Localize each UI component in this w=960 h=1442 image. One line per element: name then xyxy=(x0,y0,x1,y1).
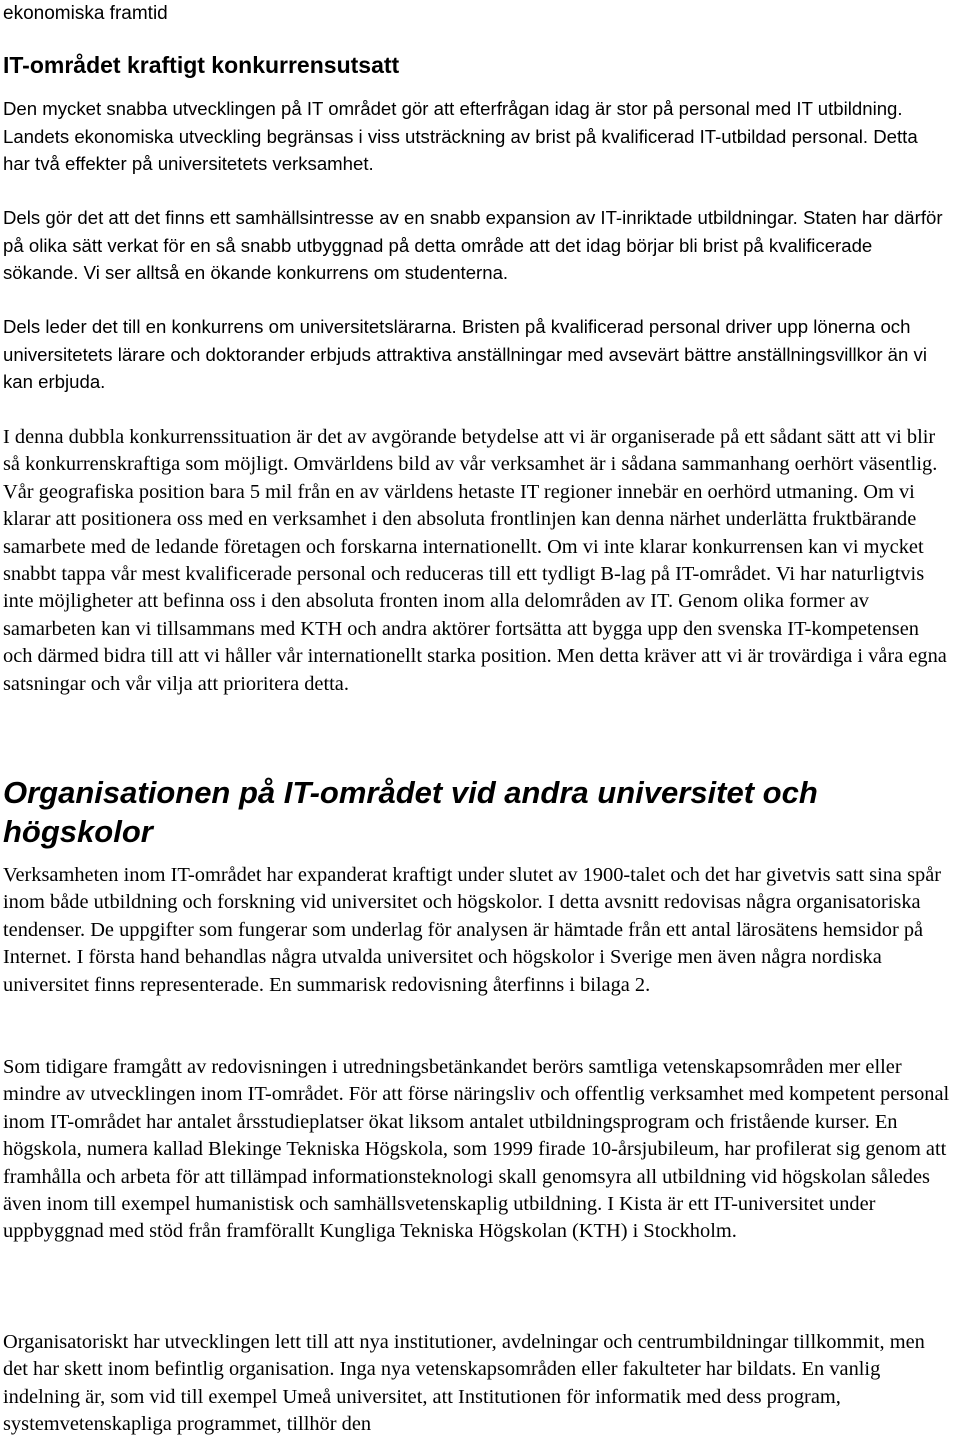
paragraph: I denna dubbla konkurrenssituation är det av avgörande betydelse att vi är organiserade på ett sådant sätt att vi blir så konkurrenskraftiga som möjligt. Omvärldens bild av vår verksamhet är i sådana sammanhang oerhört väsentlig. Vår geografiska position bara 5 mil från en av världens hetaste IT regioner innebär en oerhörd utmaning. Om vi klarar att positionera oss med en verksamhet i den absoluta frontlinjen kan denna närhet underlätta fruktbärande samarbete med de ledande företagen och forskarna internationellt. Om vi inte klarar konkurrensen kan vi mycket snabbt tappa vår mest kvalificerade personal och reduceras till ett tydligt B-lag på IT-området. Vi har naturligtvis inte möjligheter att befinna oss i den absoluta fronten inom alla delområden av IT. Genom olika former av samarbeten kan vi tillsammans med KTH och andra aktörer fortsätta att bygga upp den svenska IT-kompetensen och därmed bidra till att vi håller vår internationellt starka position. Men detta kräver att vi är trovärdiga i våra egna satsningar och vår vilja att prioritera detta. xyxy=(3,426,947,695)
paragraph: Verksamheten inom IT-området har expanderat kraftigt under slutet av 1900-talet och det har givetvis satt sina spår inom både utbildning och forskning vid universitet och högskolor. I detta avsnitt redovisas några organisatoriska tendenser. De uppgifter som fungerar som underlag för analysen är hämtade från ett antal lärosätens hemsidor på Internet. I första hand behandlas några utvalda universitet och högskolor i Sverige men även några nordiska universitet finns representerade. En summarisk redovisning återfinns i bilaga 2. xyxy=(3,864,942,996)
paragraph-container xyxy=(3,1054,955,1246)
paragraph-container xyxy=(3,1329,955,1439)
paragraph-container xyxy=(3,424,955,698)
paragraph: Dels gör det att det finns ett samhällsintresse av en snabb expansion av IT-inriktade utbildningar. Staten har därför på olika sätt verkat för en så snabb utbyggnad på detta område att det idag börjar bli brist på kvalificerade sökande. Vi ser alltså en ökande konkurrens om studenterna. xyxy=(3,207,943,283)
paragraph-container xyxy=(3,204,955,287)
section-2-heading: Organisationen på IT-området vid andra universitet och högskolor xyxy=(3,775,818,849)
paragraph: Den mycket snabba utvecklingen på IT området gör att efterfrågan idag är stor på personal med IT utbildning. Landets ekonomiska utveckling begränsas i viss utsträckning av brist på kvalificerad IT-utbildad personal. Detta har två effekter på universitetets verksamhet. xyxy=(3,98,918,174)
section-heading: IT-området kraftigt konkurrensutsatt xyxy=(3,52,400,78)
paragraph-container xyxy=(3,862,955,999)
running-header-text: ekonomiska framtid xyxy=(3,3,168,24)
intro-paragraph-container xyxy=(3,95,955,178)
paragraph: Som tidigare framgått av redovisningen i utredningsbetänkandet berörs samtliga vetenskapsområden mer eller mindre av utvecklingen inom IT-området. För att förse näringsliv och offentlig verksamhet med kompetent personal inom IT-området har antalet årsstudieplatser ökat liksom antalet utbildningsprogram och fristående kurser. En högskola, numera kallad Blekinge Tekniska Högskola, som 1999 firade 10-årsjubileum, har profilerat sig genom att framhålla och arbeta för att tillämpad informationsteknologi skall genomsyra all utbildning vid högskolan således även inom till exempel humanistisk och samhällsvetenskaplig utbildning. I Kista är ett IT-universitet under uppbyggnad med stöd från framförallt Kungliga Tekniska Högskolan (KTH) i Stockholm. xyxy=(3,1056,950,1243)
paragraph: Organisatoriskt har utvecklingen lett till att nya institutioner, avdelningar och centrumbildningar tillkommit, men det har skett inom befintlig organisation. Inga nya vetenskapsområden eller fakulteter har bildats. En vanlig indelning är, som vid till exempel Umeå universitet, att Institutionen för informatik med dess program, systemvetenskapliga programmet, tillhör den xyxy=(3,1331,925,1436)
paragraph: Dels leder det till en konkurrens om universitetslärarna. Bristen på kvalificerad personal driver upp lönerna och universitetets lärare och doktorander erbjuds attraktiva anställningar med avsevärt bättre anställningsvillkor än vi kan erbjuda. xyxy=(3,316,927,392)
paragraph-container xyxy=(3,313,955,396)
